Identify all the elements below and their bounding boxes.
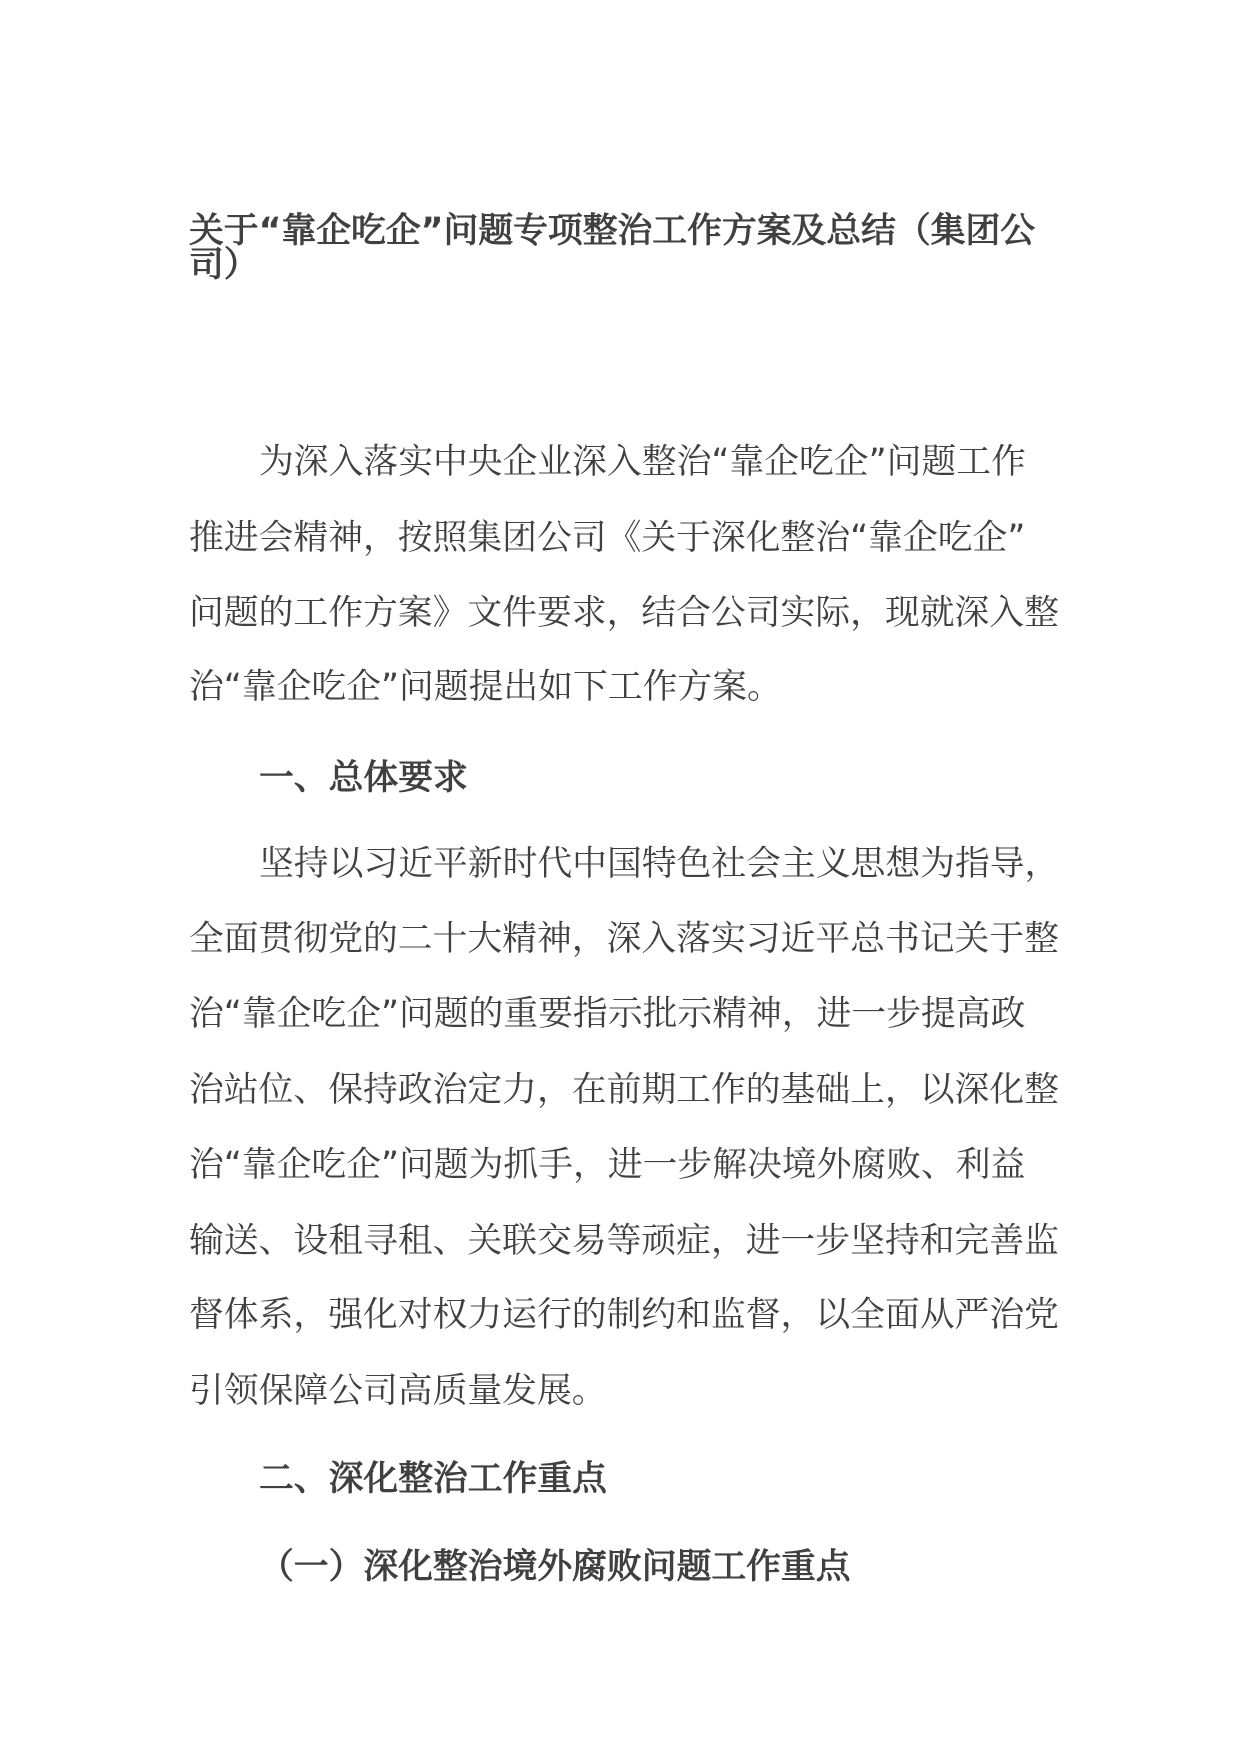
intro-paragraph-line: 治“靠企吃企”问题提出如下工作方案。 [189, 667, 782, 707]
section-1-paragraph-line: 督体系，强化对权力运行的制约和监督，以全面从严治党 [189, 1295, 1059, 1335]
section-2-subheading: （一）深化整治境外腐败问题工作重点 [259, 1547, 851, 1587]
intro-paragraph-line: 为深入落实中央企业深入整治“靠企吃企”问题工作 [259, 442, 1026, 482]
section-2-heading: 二、深化整治工作重点 [259, 1459, 607, 1499]
intro-paragraph-line: 问题的工作方案》文件要求，结合公司实际，现就深入整 [189, 593, 1059, 633]
section-1-paragraph-line: 坚持以习近平新时代中国特色社会主义思想为指导， [259, 844, 1060, 884]
section-1-paragraph-line: 治站位、保持政治定力，在前期工作的基础上，以深化整 [189, 1070, 1059, 1110]
section-1-heading: 一、总体要求 [259, 758, 468, 798]
section-1-paragraph-line: 治“靠企吃企”问题为抓手，进一步解决境外腐败、利益 [189, 1145, 1026, 1185]
section-1-paragraph-line: 引领保障公司高质量发展。 [189, 1371, 607, 1411]
document-title-line-2: 司） [189, 245, 259, 285]
document-title-line-1: 关于“靠企吃企”问题专项整治工作方案及总结（集团公 [189, 211, 1036, 251]
section-1-paragraph-line: 全面贯彻党的二十大精神，深入落实习近平总书记关于整 [189, 919, 1059, 959]
section-1-paragraph-line: 治“靠企吃企”问题的重要指示批示精神，进一步提高政 [189, 994, 1026, 1034]
section-1-paragraph-line: 输送、设租寻租、关联交易等顽症，进一步坚持和完善监 [189, 1221, 1059, 1261]
intro-paragraph-line: 推进会精神，按照集团公司《关于深化整治“靠企吃企” [189, 518, 1026, 558]
